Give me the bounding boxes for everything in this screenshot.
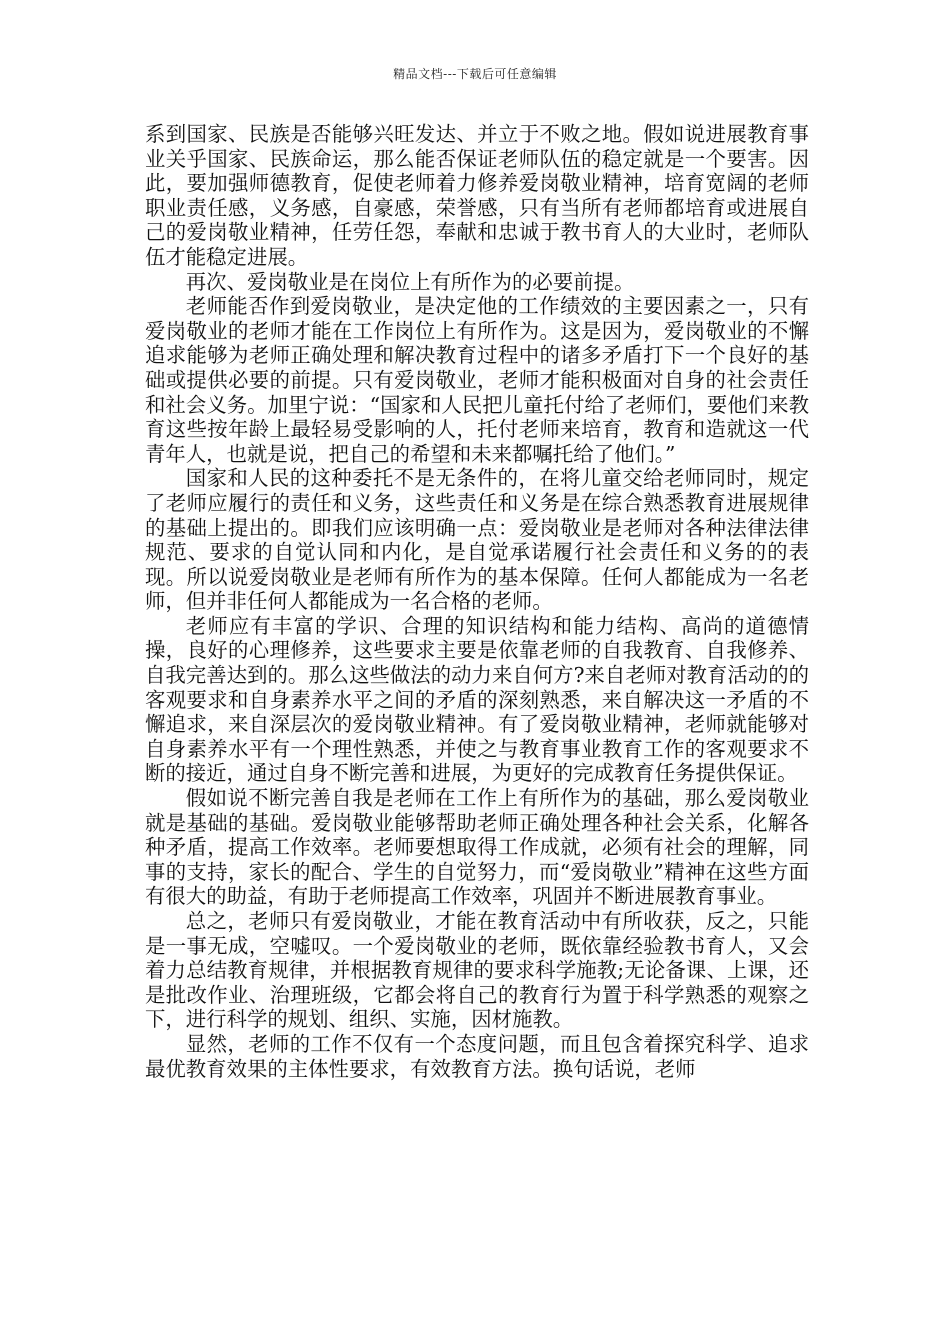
paragraph-6: 假如说不断完善自我是老师在工作上有所作为的基础，那么爱岗敬业就是基础的基础。爱岗敬业能够帮助老师正确处理各种社会关系，化解各种矛盾，提高工作效率。老师要想取得工作成就，必须有社会的理解，同事的支持，家长的配合、学生的自觉努力，而“爱岗敬业”精神在这些方面有很大的助益，有助于老师提高工作效率，巩固并不断进展教育事业。 [145,786,809,909]
paragraph-8: 显然，老师的工作不仅有一个态度问题，而且包含着探究科学、追求最优教育效果的主体性要求，有效教育方法。换句话说，老师 [145,1031,809,1081]
paragraph-5: 老师应有丰富的学识、合理的知识结构和能力结构、高尚的道德情操，良好的心理修养，这些要求主要是依靠老师的自我教育、自我修养、自我完善达到的。那么这些做法的动力来自何方?来自老师对教育活动的的客观要求和自身素养水平之间的矛盾的深刻熟悉，来自解决这一矛盾的不懈追求，来自深层次的爱岗敬业精神。有了爱岗敬业精神，老师就能够对自身素养水平有一个理性熟悉，并使之与教育事业教育工作的客观要求不断的接近，通过自身不断完善和进展，为更好的完成教育任务提供保证。 [145,613,809,786]
document-body [145,122,809,1081]
paragraph-7: 总之，老师只有爱岗敬业，才能在教育活动中有所收获，反之，只能是一事无成，空嘘叹。一个爱岗敬业的老师，既依靠经验教书育人，又会着力总结教育规律，并根据教育规律的要求科学施教;无论备课、上课，还是批改作业、治理班级，它都会将自己的教育行为置于科学熟悉的观察之下，进行科学的规划、组织、实施，因材施教。 [145,909,809,1032]
page-header: 精品文档---下载后可任意编辑 [393,67,557,81]
paragraph-4: 国家和人民的这种委托不是无条件的，在将儿童交给老师同时，规定了老师应履行的责任和义务，这些责任和义务是在综合熟悉教育进展规律的基础上提出的。即我们应该明确一点：爱岗敬业是老师对各种法律法律规范、要求的自觉认同和内化，是自觉承诺履行社会责任和义务的的表现。所以说爱岗敬业是老师有所作为的基本保障。任何人都能成为一名老师，但并非任何人都能成为一名合格的老师。 [145,466,809,614]
paragraph-1: 系到国家、民族是否能够兴旺发达、并立于不败之地。假如说进展教育事业关乎国家、民族命运，那么能否保证老师队伍的稳定就是一个要害。因此，要加强师德教育，促使老师着力修养爱岗敬业精神，培育宽阔的老师职业责任感，义务感，自豪感，荣誉感，只有当所有老师都培育或进展自己的爱岗敬业精神，任劳任怨，奉献和忠诚于教书育人的大业时，老师队伍才能稳定进展。 [145,122,809,269]
paragraph-2: 再次、爱岗敬业是在岗位上有所作为的必要前提。 [185,269,635,294]
paragraph-3: 老师能否作到爱岗敬业，是决定他的工作绩效的主要因素之一，只有爱岗敬业的老师才能在工作岗位上有所作为。这是因为，爱岗敬业的不懈追求能够为老师正确处理和解决教育过程中的诸多矛盾打下一个良好的基础或提供必要的前提。只有爱岗敬业，老师才能积极面对自身的社会责任和社会义务。加里宁说：“国家和人民把儿童托付给了老师们，要他们来教育这些按年龄上最轻易受影响的人，托付老师来培育，教育和造就这一代青年人，也就是说，把自己的希望和未来都嘱托给了他们。” [145,294,809,466]
